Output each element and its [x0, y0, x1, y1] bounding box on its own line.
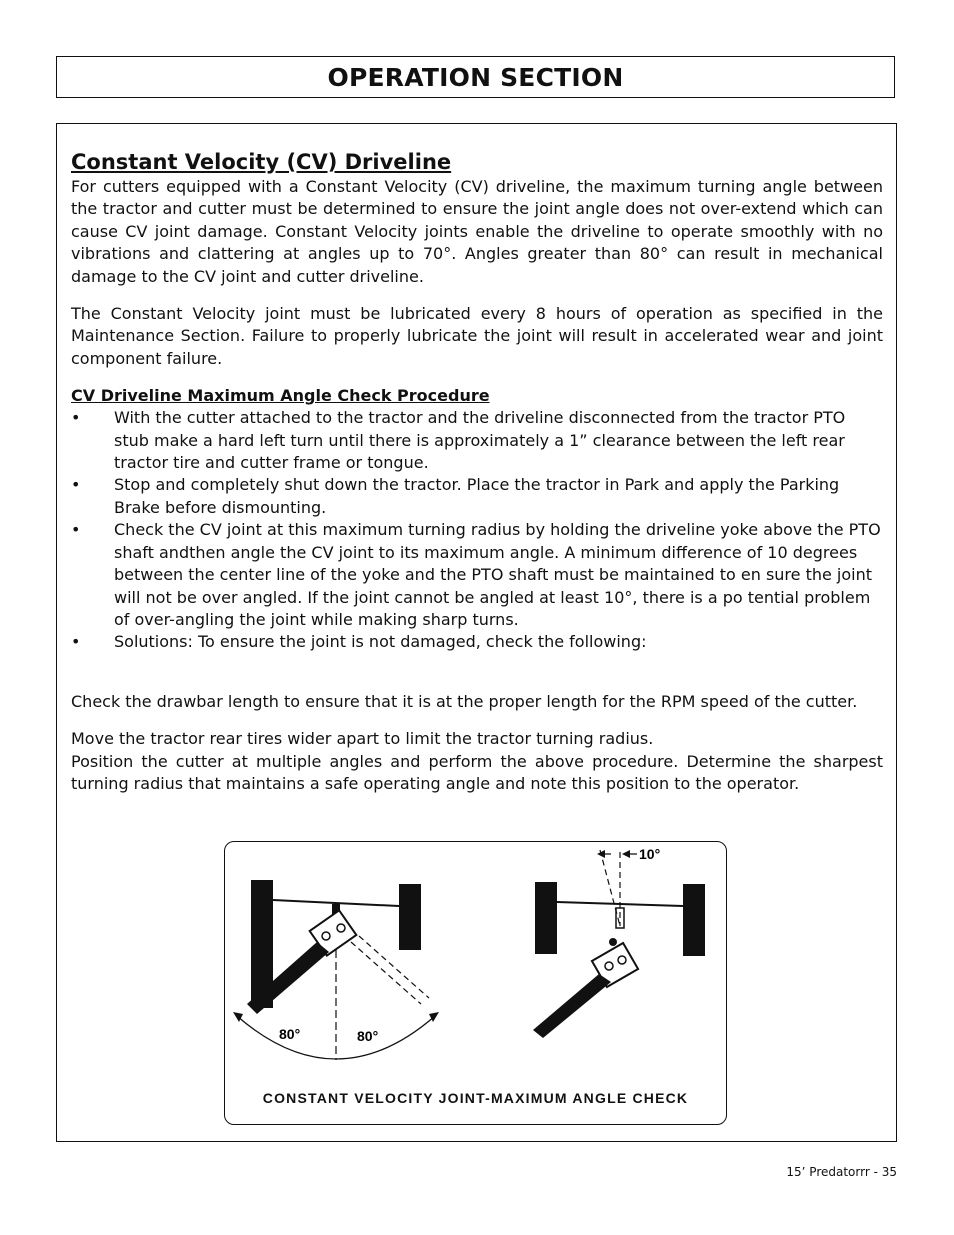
list-item [71, 474, 883, 519]
ghost-driveline [351, 942, 421, 1004]
driveline-shaft [533, 974, 611, 1038]
solution-drawbar: Check the drawbar length to ensure that it is at the proper length for the RPM speed of the cutter. [71, 691, 858, 711]
content-body [71, 148, 883, 795]
list-item [71, 519, 883, 631]
cv-angle-diagram [225, 842, 727, 1125]
bullet-icon: • [71, 520, 81, 540]
list-item-text: Solutions: To ensure the joint is not damaged, check the following: [114, 632, 647, 652]
lubrication-paragraph: The Constant Velocity joint must be lubricated every 8 hours of operation as specified in the Maintenance Section. Failure to properly lubricate the joint will result in accelerated wear and joint component failure. [71, 304, 883, 368]
list-item-text: Check the CV joint at this maximum turning radius by holding the driveline yoke above the PTO shaft andthen angle the CV joint to its maximum angle. A minimum difference of 10 degrees between the center line of the yoke and the PTO shaft must be maintained to en sure the joint will not be over angled. If the joint cannot be angled at least 10°, there is a po tential problem of over-angling the joint while making sharp turns. [114, 520, 881, 629]
angle-label-small: 10° [639, 846, 661, 862]
angle-label-right: 80° [357, 1028, 379, 1044]
cv-driveline-heading: Constant Velocity (CV) Driveline [71, 150, 452, 174]
figure-caption: CONSTANT VELOCITY JOINT-MAXIMUM ANGLE CHECK [262, 1090, 689, 1106]
bullet-icon: • [71, 632, 81, 652]
section-title-box [56, 56, 895, 98]
right-rear-tire [399, 884, 421, 950]
list-item-text: With the cutter attached to the tractor and the driveline disconnected from the tractor PTO stub make a hard left turn until there is approximately a 1” clearance between the left rear tractor tire and cutter frame or tongue. [114, 408, 846, 473]
yoke-end [609, 938, 617, 946]
right-rear-tire [683, 884, 705, 956]
angle-label-left: 80° [279, 1026, 301, 1042]
page-footer: 15’ Predatorrr - 35 [786, 1165, 897, 1179]
section-title: OPERATION SECTION [327, 62, 624, 92]
procedure-heading: CV Driveline Maximum Angle Check Procedure [71, 386, 490, 406]
solution-angles: Position the cutter at multiple angles and perform the above procedure. Determine the sharpest turning radius that maintains a safe operating angle and note this position to the operator. [71, 751, 883, 793]
solution-tires: Move the tractor rear tires wider apart to limit the tractor turning radius. [71, 729, 654, 749]
angle-arrow-right [622, 850, 630, 858]
procedure-list [71, 407, 883, 653]
bullet-icon: • [71, 408, 81, 428]
bullet-icon: • [71, 475, 81, 495]
list-item [71, 631, 883, 653]
list-item-text: Stop and completely shut down the tractor. Place the tractor in Park and apply the Parking Brake before dismounting. [114, 475, 840, 517]
right-tractor-diagram [533, 846, 705, 1038]
left-rear-tire [535, 882, 557, 954]
list-item [71, 407, 883, 474]
cv-angle-figure [224, 841, 727, 1125]
left-tractor-diagram [233, 880, 439, 1060]
intro-paragraph: For cutters equipped with a Constant Velocity (CV) driveline, the maximum turning angle between the tractor and cutter must be determined to ensure the joint angle does not over-extend which can cause CV joint damage. Constant Velocity joints enable the driveline to operate smoothly with no vibrations and clattering at angles up to 70°. Angles greater than 80° can result in mechanical damage to the CV joint and cutter driveline. [71, 177, 883, 286]
angle-arrow-left [597, 850, 605, 858]
